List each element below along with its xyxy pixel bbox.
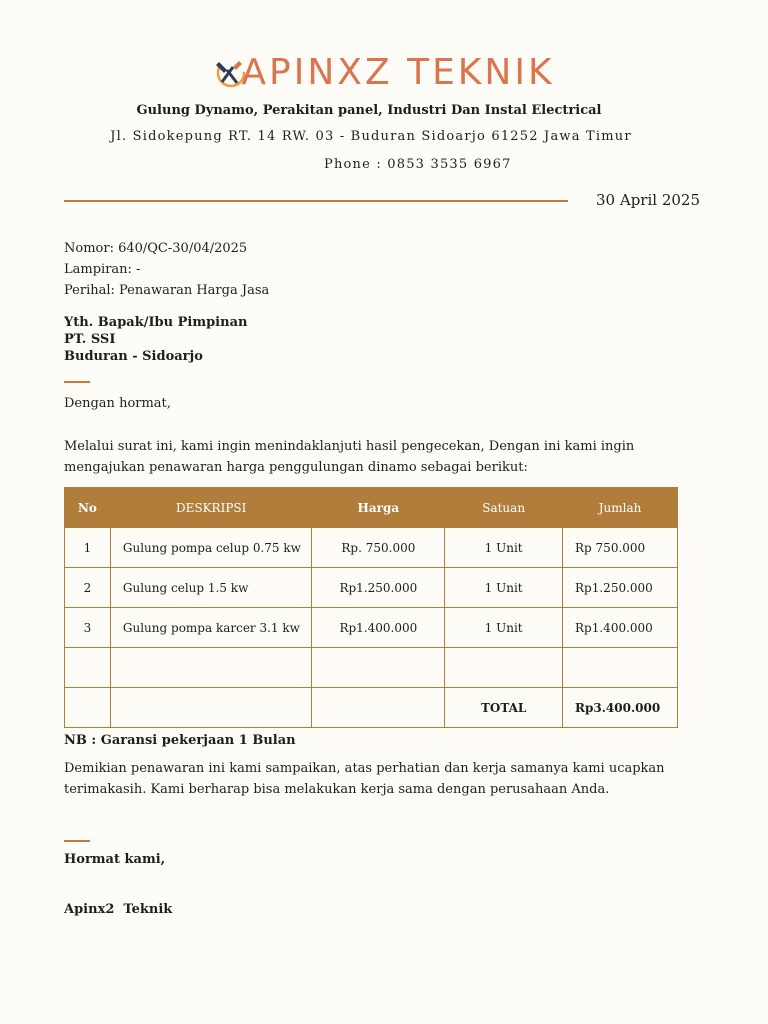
company-tagline: Gulung Dynamo, Perakitan panel, Industri Dan Instal Electrical	[136, 103, 602, 118]
letterhead-logo	[0, 52, 768, 93]
regards: Hormat kami,	[64, 852, 166, 867]
row-no: 1	[65, 528, 111, 568]
letter-subject: Perihal: Penawaran Harga Jasa	[64, 283, 270, 298]
row-amount: Rp 750.000	[563, 528, 678, 568]
row-description: Gulung pompa karcer 3.1 kw	[110, 608, 312, 648]
intro-paragraph: Melalui surat ini, kami ingin menindaklanjuti hasil pengecekan, Dengan ini kami ingin mengajukan penawaran harga penggulungan dinamo sebagai berikut:	[64, 439, 635, 475]
letter-number: Nomor: 640/QC-30/04/2025	[64, 241, 248, 256]
signature-company: Apinx2 Teknik	[64, 902, 173, 917]
recipient-block	[64, 314, 247, 365]
empty-cell	[563, 648, 678, 688]
section-divider	[64, 381, 90, 383]
table-row	[65, 568, 678, 608]
letter-attachment: Lampiran: -	[64, 262, 141, 277]
empty-cell	[65, 688, 111, 728]
header-unit: Satuan	[445, 488, 563, 528]
table-total-row	[65, 688, 678, 728]
row-description: Gulung celup 1.5 kw	[110, 568, 312, 608]
row-unit: 1 Unit	[445, 528, 563, 568]
warranty-note: NB : Garansi pekerjaan 1 Bulan	[64, 733, 296, 748]
row-price: Rp1.250.000	[312, 568, 445, 608]
header-no: No	[65, 488, 111, 528]
letter-date: 30 April 2025	[596, 191, 700, 209]
row-unit: 1 Unit	[445, 568, 563, 608]
table-header-row	[65, 488, 678, 528]
header-amount: Jumlah	[563, 488, 678, 528]
row-no: 2	[65, 568, 111, 608]
row-unit: 1 Unit	[445, 608, 563, 648]
row-amount: Rp1.400.000	[563, 608, 678, 648]
company-address: Jl. Sidokepung RT. 14 RW. 03 - Buduran Sidoarjo 61252 Jawa Timur	[110, 129, 632, 144]
total-value: Rp3.400.000	[563, 688, 678, 728]
row-price: Rp. 750.000	[312, 528, 445, 568]
table-row	[65, 528, 678, 568]
row-no: 3	[65, 608, 111, 648]
total-label: TOTAL	[445, 688, 563, 728]
recipient-location: Buduran - Sidoarjo	[64, 349, 203, 364]
row-description: Gulung pompa celup 0.75 kw	[110, 528, 312, 568]
recipient-company: PT. SSI	[64, 332, 116, 347]
header-description: DESKRIPSI	[110, 488, 312, 528]
empty-cell	[312, 648, 445, 688]
empty-cell	[65, 648, 111, 688]
header-divider	[64, 200, 568, 202]
header-price: Harga	[312, 488, 445, 528]
row-amount: Rp1.250.000	[563, 568, 678, 608]
recipient-line: Yth. Bapak/Ibu Pimpinan	[64, 315, 248, 330]
empty-cell	[110, 648, 312, 688]
price-table	[64, 487, 678, 728]
signature-divider	[64, 840, 90, 842]
greeting: Dengan hormat,	[64, 396, 171, 411]
row-price: Rp1.400.000	[312, 608, 445, 648]
closing-paragraph: Demikian penawaran ini kami sampaikan, atas perhatian dan kerja samanya kami ucapkan terimakasih. Kami berharap bisa melakukan kerja sama dengan perusahaan Anda.	[64, 761, 665, 797]
table-row-empty	[65, 648, 678, 688]
letter-meta	[64, 238, 269, 301]
company-phone: Phone : 0853 3535 6967	[324, 157, 512, 172]
table-row	[65, 608, 678, 648]
empty-cell	[110, 688, 312, 728]
empty-cell	[312, 688, 445, 728]
empty-cell	[445, 648, 563, 688]
company-logo-text: APINXZ TEKNIK	[241, 52, 555, 93]
